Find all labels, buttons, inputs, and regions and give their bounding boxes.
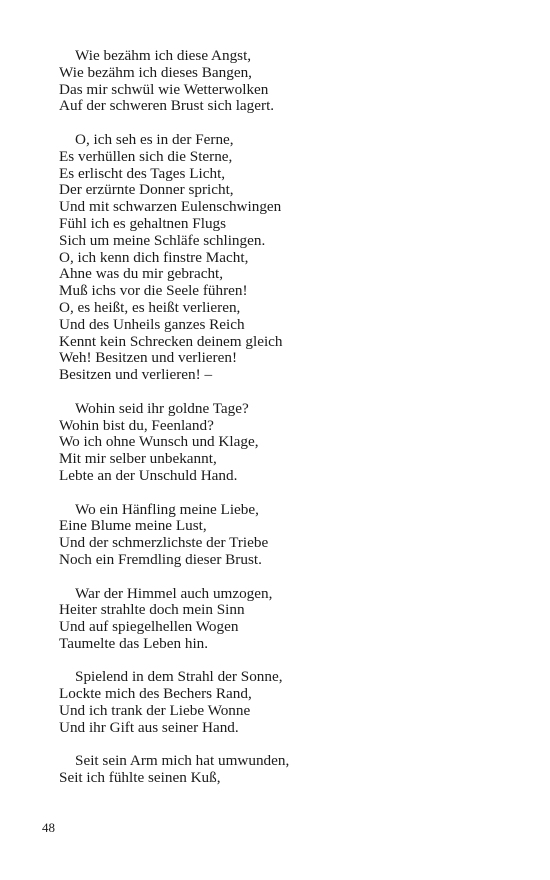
poem-line: Seit ich fühlte seinen Kuß, (59, 769, 221, 787)
poem-stanza (59, 401, 499, 485)
poem-line: Taumelte das Leben hin. (59, 634, 209, 652)
poem-line: Und ihr Gift aus seiner Hand. (59, 718, 239, 736)
poem-line: Wie bezähm ich dieses Bangen, (59, 63, 252, 81)
poem-line: Wohin seid ihr goldne Tage? (75, 399, 249, 417)
poem-line: Wohin bist du, Feenland? (59, 416, 214, 434)
poem-line: Und auf spiegelhellen Wogen (59, 618, 239, 636)
poem-line: Sich um meine Schläfe schlingen. (59, 231, 266, 249)
poem-line: Es verhüllen sich die Sterne, (59, 147, 233, 165)
poem-line: Wie bezähm ich diese Angst, (75, 47, 252, 64)
poem-stanza (59, 753, 499, 787)
poem-line: Seit sein Arm mich hat umwunden, (75, 752, 290, 770)
poem-line: Und mit schwarzen Eulenschwingen (59, 198, 282, 216)
poem-line: O, ich seh es in der Ferne, (75, 130, 234, 148)
poem-line: Der erzürnte Donner spricht, (59, 181, 234, 199)
poem-stanza (59, 586, 499, 653)
poem-stanza (59, 669, 499, 736)
page-number: 48 (42, 820, 55, 835)
poem-line: Besitzen und verlieren! – (59, 366, 213, 384)
poem-line: O, ich kenn dich finstre Macht, (59, 248, 249, 266)
poem-line: Heiter strahlte doch mein Sinn (59, 601, 245, 619)
poem-line: Ahne was du mir gebracht, (59, 265, 224, 283)
poem-line: War der Himmel auch umzogen, (75, 584, 273, 602)
poem-line: Noch ein Fremdling dieser Brust. (59, 550, 262, 568)
poem-line: Kennt kein Schrecken deinem gleich (59, 332, 283, 350)
poem-stanza (59, 502, 499, 569)
poem-line: Wo ein Hänfling meine Liebe, (75, 500, 259, 518)
poem-line: O, es heißt, es heißt verlieren, (59, 298, 241, 316)
poem-text (59, 48, 499, 804)
poem-line: Weh! Besitzen und verlieren! (59, 349, 237, 367)
poem-line: Lebte an der Unschuld Hand. (59, 466, 238, 484)
poem-line: Muß ichs vor die Seele führen! (59, 282, 248, 300)
poem-line: Es erlischt des Tages Licht, (59, 164, 226, 182)
poem-stanza (59, 132, 499, 384)
poem-line: Und ich trank der Liebe Wonne (59, 702, 251, 720)
poem-line: Das mir schwül wie Wetterwolken (59, 80, 269, 98)
poem-line: Spielend in dem Strahl der Sonne, (75, 668, 283, 686)
poem-line: Und des Unheils ganzes Reich (59, 315, 245, 333)
poem-line: Fühl ich es gehaltnen Flugs (59, 214, 227, 232)
poem-line: Mit mir selber unbekannt, (59, 450, 217, 468)
poem-line: Auf der schweren Brust sich lagert. (59, 97, 275, 115)
poem-stanza (59, 48, 499, 115)
poem-line: Eine Blume meine Lust, (59, 517, 207, 535)
poem-line: Wo ich ohne Wunsch und Klage, (59, 433, 259, 451)
poem-line: Und der schmerzlichste der Triebe (59, 534, 269, 552)
poem-line: Lockte mich des Bechers Rand, (59, 685, 252, 703)
